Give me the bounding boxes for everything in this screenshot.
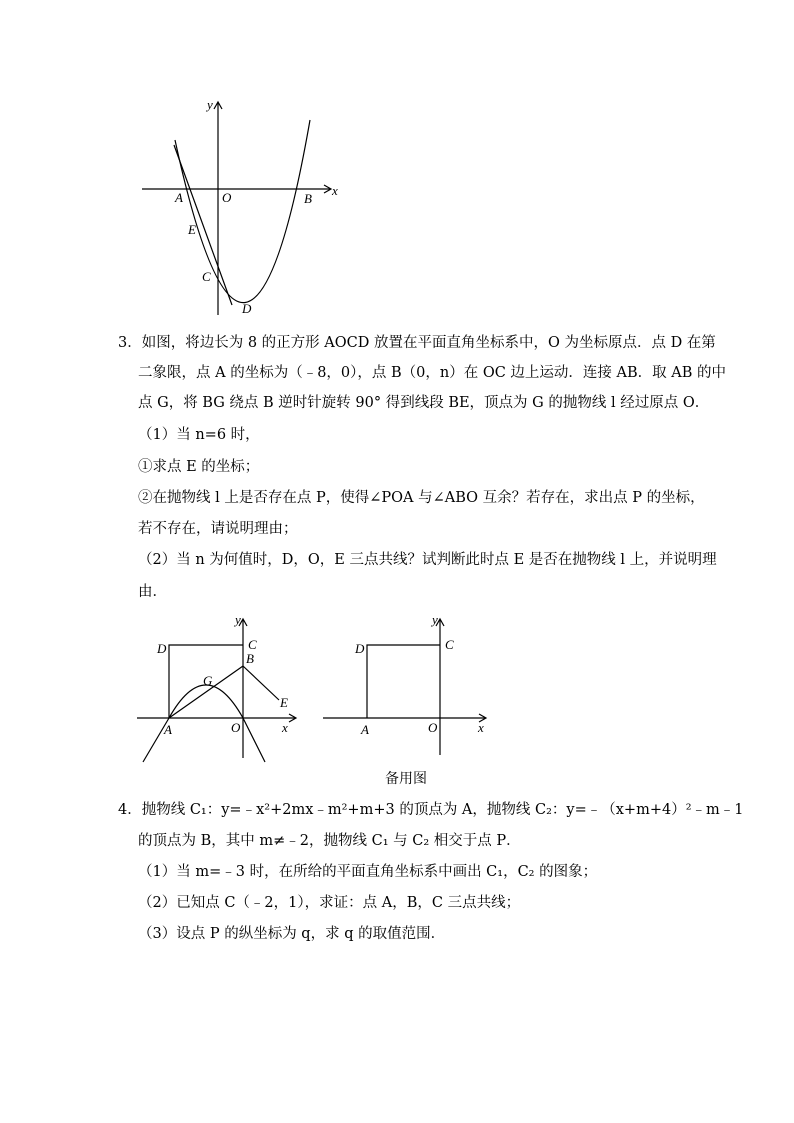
segment-BE	[243, 666, 279, 700]
label-C: C	[202, 269, 211, 284]
label-x: x	[332, 183, 338, 198]
label-B: B	[304, 191, 312, 206]
label-A: A	[164, 722, 172, 737]
label-E: E	[280, 695, 288, 710]
label-A: A	[175, 190, 183, 205]
parabola-l	[143, 685, 265, 762]
label-C: C	[445, 637, 454, 652]
problem-3-line-8: （2）当 n 为何值时，D，O，E 三点共线？试判断此时点 E 是否在抛物线 l 上，并说明理	[138, 552, 717, 568]
label-O: O	[231, 720, 241, 735]
label-D: D	[242, 301, 252, 316]
problem-3-line-2: 二象限，点 A 的坐标为（﹣8，0），点 B（0，n）在 OC 边上运动．连接 AB．取 AB 的中	[138, 365, 726, 381]
parabola-curve	[175, 120, 310, 303]
label-E: E	[188, 222, 196, 237]
figure-3-backup-square	[315, 610, 495, 755]
problem-3-line-7: 若不存在，请说明理由；	[138, 521, 298, 537]
square-AOCD	[367, 645, 440, 718]
label-x: x	[478, 720, 484, 735]
figure-2-square-parabola	[135, 610, 305, 770]
problem-4-line-4: （2）已知点 C（﹣2，1），求证：点 A，B，C 三点共线；	[138, 895, 521, 911]
problem-3-line-6: ②在抛物线 l 上是否存在点 P，使得∠POA 与∠ABO 互余？若存在，求出点 P 的坐标，	[138, 490, 705, 506]
label-y: y	[207, 97, 213, 112]
problem-3-line-1: 3．如图，将边长为 8 的正方形 AOCD 放置在平面直角坐标系中，O 为坐标原点．点 D 在第	[118, 335, 716, 351]
problem-4-line-3: （1）当 m=﹣3 时，在所给的平面直角坐标系中画出 C₁，C₂ 的图象；	[138, 864, 598, 880]
label-A: A	[361, 722, 369, 737]
figure-3-caption: 备用图	[385, 771, 427, 787]
problem-3-line-5: ①求点 E 的坐标；	[138, 459, 260, 475]
problem-4-line-5: （3）设点 P 的纵坐标为 q，求 q 的取值范围．	[138, 926, 446, 942]
label-y: y	[235, 612, 241, 627]
figure-1-parabola	[130, 95, 360, 320]
label-C: C	[248, 637, 257, 652]
label-y: y	[432, 612, 438, 627]
label-O: O	[428, 720, 438, 735]
label-D: D	[355, 641, 365, 656]
problem-4-line-1: 4．抛物线 C₁：y=﹣x²+2mx﹣m²+m+3 的顶点为 A，抛物线 C₂：y=﹣（x+m+4）²﹣m﹣1	[118, 802, 744, 818]
label-O: O	[222, 190, 232, 205]
problem-4-line-2: 的顶点为 B，其中 m≠﹣2，抛物线 C₁ 与 C₂ 相交于点 P．	[138, 833, 521, 849]
problem-3-line-9: 由．	[138, 584, 167, 600]
problem-3-line-3: 点 G，将 BG 绕点 B 逆时针旋转 90° 得到线段 BE，顶点为 G 的抛物线 l 经过原点 O．	[138, 395, 710, 411]
problem-3-line-4: （1）当 n=6 时，	[138, 427, 260, 443]
label-G: G	[203, 673, 213, 688]
label-D: D	[157, 641, 167, 656]
label-x: x	[282, 720, 288, 735]
label-B: B	[246, 651, 254, 666]
